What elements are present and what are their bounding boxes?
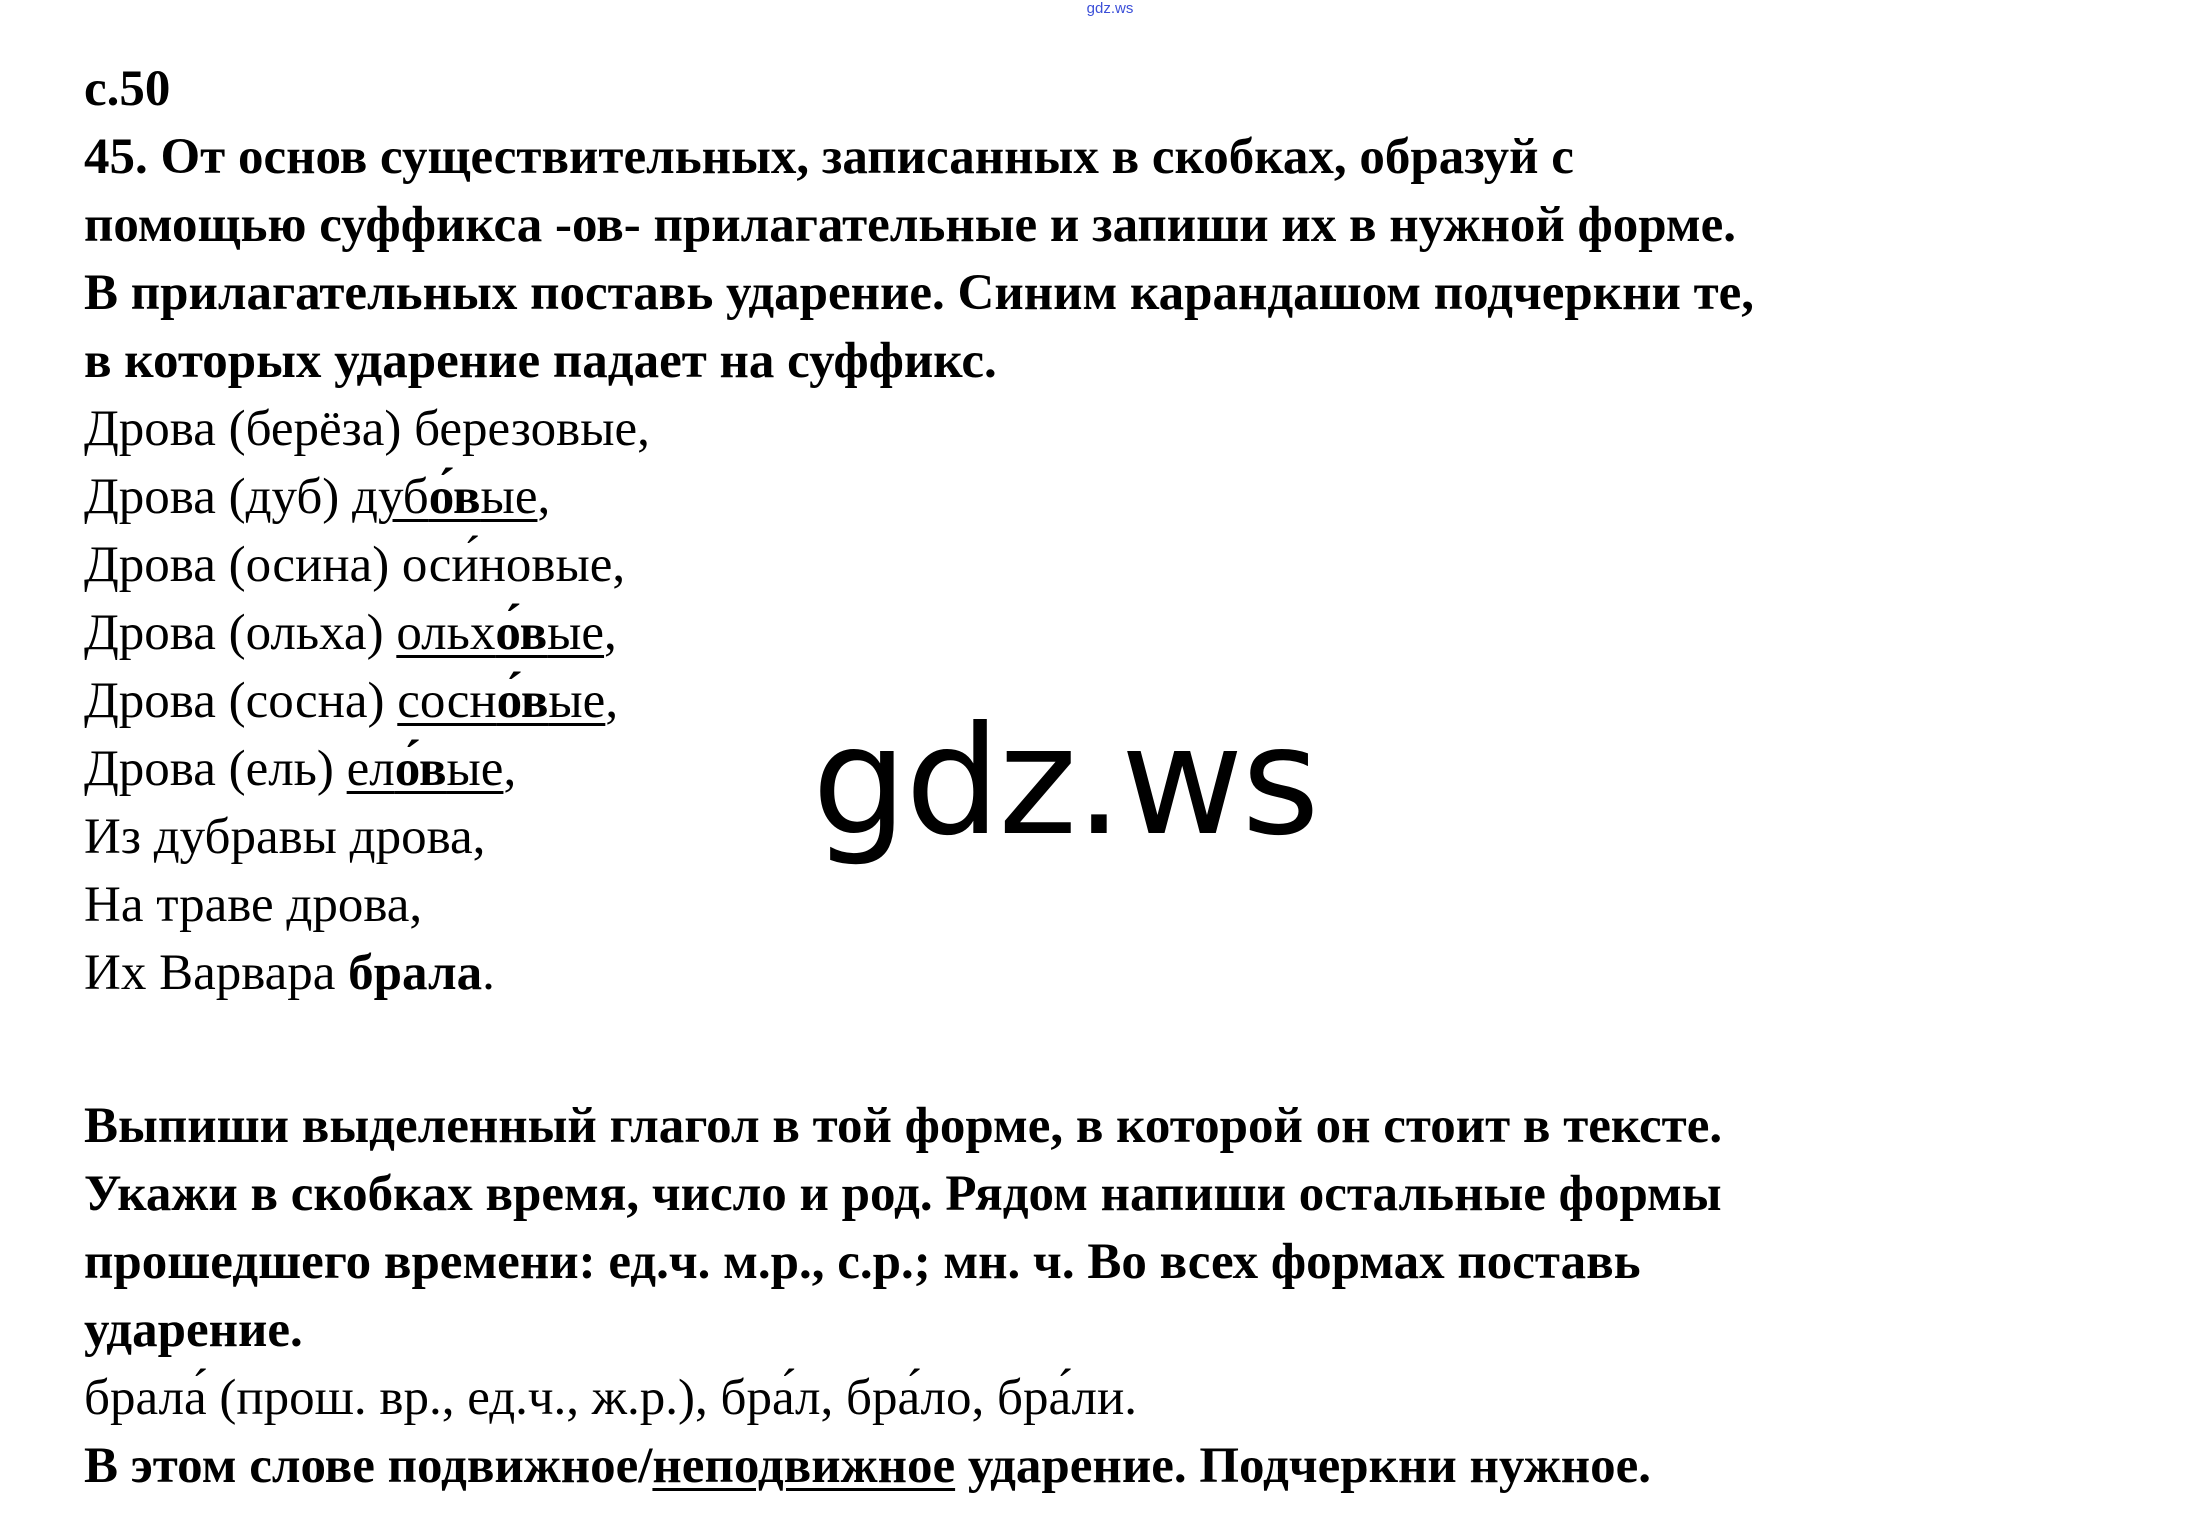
stress-question-end: ударение. Подчеркни нужное. [955, 1438, 1651, 1494]
task-line-3: В прилагательных поставь ударение. Синим карандашом подчеркни те, [84, 265, 1755, 321]
adjective-root: ел [346, 741, 395, 797]
paragraph-gap [84, 1007, 2164, 1092]
adjective-ending: ые [480, 469, 538, 525]
poem-line-3 [84, 531, 2164, 599]
underlined-adjective [397, 673, 605, 729]
poem-line-9 [84, 939, 2164, 1007]
stress-question-start: В этом слове подвижное/ [84, 1438, 653, 1494]
poem-line-text: Из дубравы дрова, [84, 809, 486, 865]
poem-line-text: Дрова (ольха) [84, 605, 397, 661]
poem-line-punct: , [604, 605, 617, 661]
site-mark: gdz.ws [1086, 0, 1134, 17]
adjective-suffix: о́в [495, 605, 548, 661]
poem-line-4 [84, 599, 2164, 667]
task2-line-3: прошедшего времени: ед.ч. м.р., с.р.; мн. ч. Во всех формах поставь [84, 1234, 1641, 1290]
adjective-suffix: о́в [496, 673, 549, 729]
task2-line-4: ударение. [84, 1302, 303, 1358]
underlined-adjective [396, 605, 604, 661]
task-line-2: помощью суффикса -ов- прилагательные и запиши их в нужной форме. [84, 197, 1736, 253]
poem-line-text: Их Варвара [84, 945, 349, 1001]
poem-line-text: Дрова (сосна) [84, 673, 398, 729]
highlighted-verb: брала [348, 945, 483, 1001]
poem-line-text: Дрова (осина) оси́новые, [84, 537, 626, 593]
poem-line-text: На траве дрова, [84, 877, 423, 933]
poem-line-1 [84, 395, 2164, 463]
adjective-root: ольх [396, 605, 496, 661]
poem-line-punct: . [482, 945, 495, 1001]
stress-question-line [84, 1432, 2164, 1500]
adjective-suffix: о́в [428, 469, 481, 525]
poem-line-8 [84, 871, 2164, 939]
adjective-root: дуб [352, 469, 429, 525]
poem-line-punct: , [605, 673, 619, 729]
poem-line-text: Дрова (ель) [84, 741, 347, 797]
page-reference: с.50 [84, 61, 171, 117]
underlined-adjective [352, 469, 537, 525]
poem-line-punct: , [537, 469, 551, 525]
poem-line-punct: , [503, 741, 517, 797]
task2-line-1: Выпиши выделенный глагол в той форме, в которой он стоит в тексте. [84, 1098, 1723, 1154]
adjective-ending: ые [446, 741, 504, 797]
poem-line-text: Дрова (берёза) березовые, [84, 401, 650, 457]
adjective-ending: ые [547, 605, 605, 661]
task-line-4: в которых ударение падает на суффикс. [84, 333, 997, 389]
task-line-1: 45. От основ существительных, записанных в скобках, образуй с [84, 129, 1574, 185]
watermark-logo: gdz.ws [812, 695, 1318, 869]
poem-line-2 [84, 463, 2164, 531]
adjective-suffix: о́в [394, 741, 447, 797]
poem-line-text: Дрова (дуб) [84, 469, 353, 525]
verb-forms-answer: брала́ (прош. вр., ед.ч., ж.р.), бра́л, бра́ло, бра́ли. [84, 1370, 1138, 1426]
underlined-adjective [347, 741, 504, 797]
adjective-ending: ые [548, 673, 606, 729]
task2-line-2: Укажи в скобках время, число и род. Рядом напиши остальные формы [84, 1166, 1722, 1222]
underlined-answer: неподвижное [652, 1438, 956, 1494]
adjective-root: сосн [397, 673, 497, 729]
